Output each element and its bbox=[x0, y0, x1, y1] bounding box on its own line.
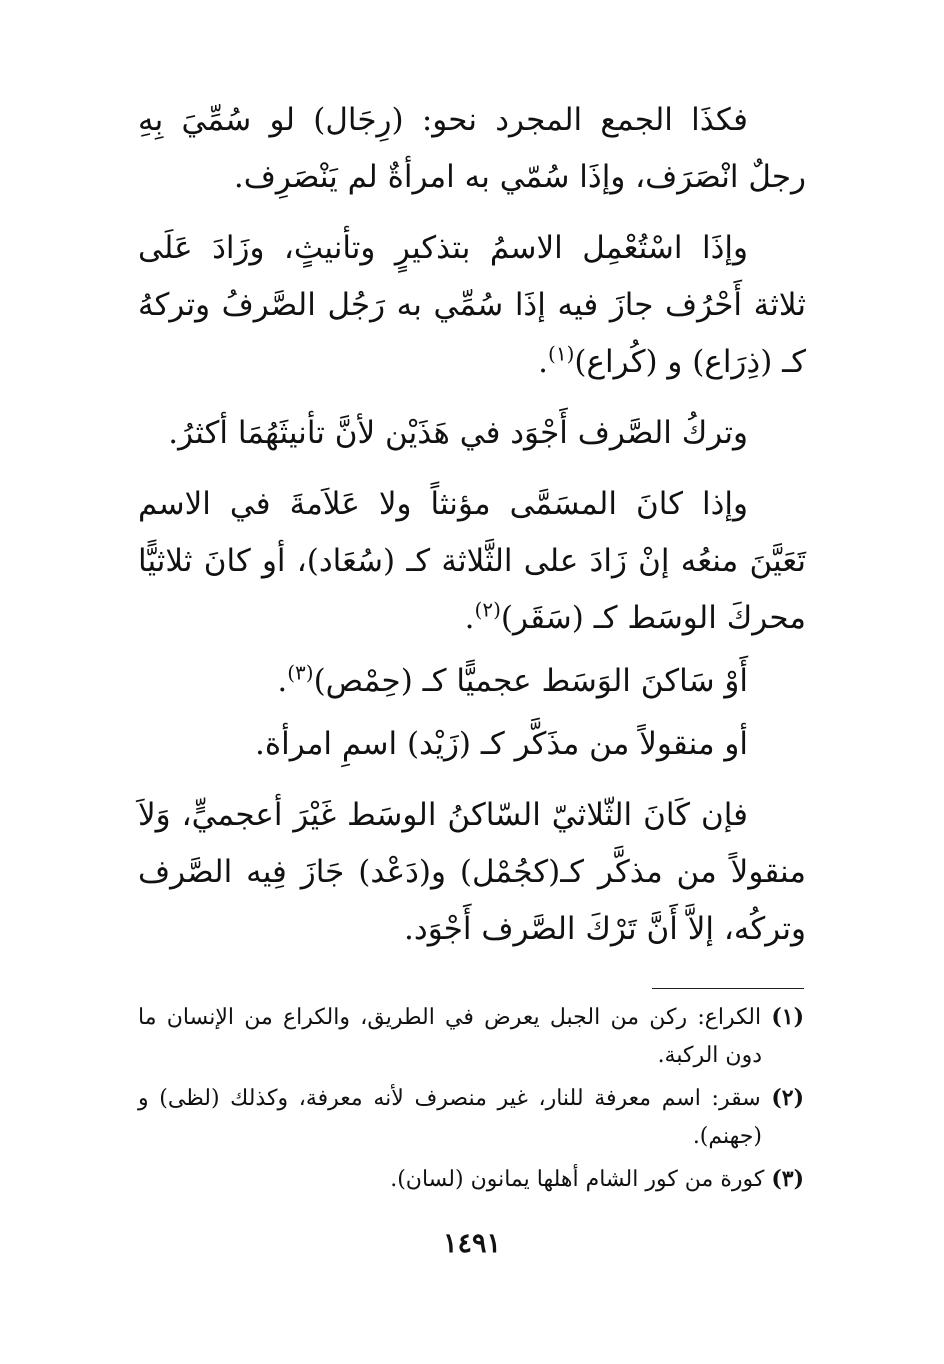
paragraph-4-end: . bbox=[464, 600, 475, 636]
footnote-2-text: سقر: اسم معرفة للنار، غير منصرف لأنه معرفة، وكذلك (لظى) و (جهنم). bbox=[138, 1086, 762, 1149]
paragraph-2 bbox=[138, 220, 806, 391]
footnote-1-text: الكراع: ركن من الجبل يعرض في الطريق، والكراع من الإنسان ما دون الركبة. bbox=[138, 1005, 762, 1068]
footnote-1-number: (١) bbox=[771, 1004, 804, 1030]
paragraph-2-text: وإذَا اسْتُعْمِل الاسمُ بتذكيرٍ وتأنيثٍ، وزَادَ عَلَى ثلاثة أَحْرُف جازَ فيه إذَا سُمِّي به رَجُل الصَّرفُ وتركهُ كـ (ذِرَاع) و (كُراع) bbox=[138, 230, 806, 380]
footnote-3-number: (٣) bbox=[771, 1166, 804, 1192]
footnote-ref-2: (٢) bbox=[474, 597, 501, 622]
paragraph-3: وتركُ الصَّرف أَجْوَد في هَذَيْن لأنَّ تأنيثَهُمَا أكثرُ. bbox=[168, 415, 748, 451]
footnote-divider bbox=[652, 988, 804, 989]
paragraph-5 bbox=[138, 653, 806, 710]
paragraph-4 bbox=[138, 476, 806, 647]
paragraph-1: فكذَا الجمع المجرد نحو: (رِجَال) لو سُمِّيَ بِهِ رجلٌ انْصَرَف، وإذَا سُمّي به امرأةٌ لم يَنْصَرِف. bbox=[138, 102, 806, 195]
footnote-1 bbox=[138, 998, 804, 1075]
footnotes bbox=[138, 998, 804, 1203]
footnote-ref-1: (١) bbox=[548, 341, 575, 366]
paragraph-7: فإن كَانَ الثّلاثيّ السّاكنُ الوسَط غَيْرَ أعجميٍّ، وَلاَ منقولاً من مذكَّر كـ(كجُمْل) و(دَعْد) جَازَ فِيه الصَّرف وتركُه، إلاَّ أَنَّ تَرْكَ الصَّرف أَجْوَد. bbox=[138, 797, 806, 947]
page-number: ١٤٩١ bbox=[442, 1228, 501, 1259]
footnote-2-number: (٢) bbox=[771, 1085, 804, 1111]
paragraph-4-text: وإذا كانَ المسَمَّى مؤنثاً ولا عَلاَمةَ في الاسم تَعَيَّنَ منعُه إنْ زَادَ على الثَّلاثة كـ (سُعَاد)، أو كانَ ثلاثيًّا محركَ الوسَط كـ (سَقَر) bbox=[138, 486, 806, 636]
footnote-2 bbox=[138, 1079, 804, 1156]
footnote-3 bbox=[138, 1160, 804, 1199]
paragraph-5-text: أَوْ سَاكنَ الوَسَط عجميًّا كـ (حِمْص) bbox=[313, 663, 748, 699]
paragraph-6: أو منقولاً من مذَكَّر كـ (زَيْد) اسمِ امرأة. bbox=[255, 726, 748, 762]
footnote-3-text: كورة من كور الشام أهلها يمانون (لسان). bbox=[390, 1167, 765, 1192]
paragraph-2-end: . bbox=[538, 344, 549, 380]
footnote-ref-3: (٣) bbox=[287, 660, 314, 685]
paragraph-5-end: . bbox=[277, 663, 288, 699]
